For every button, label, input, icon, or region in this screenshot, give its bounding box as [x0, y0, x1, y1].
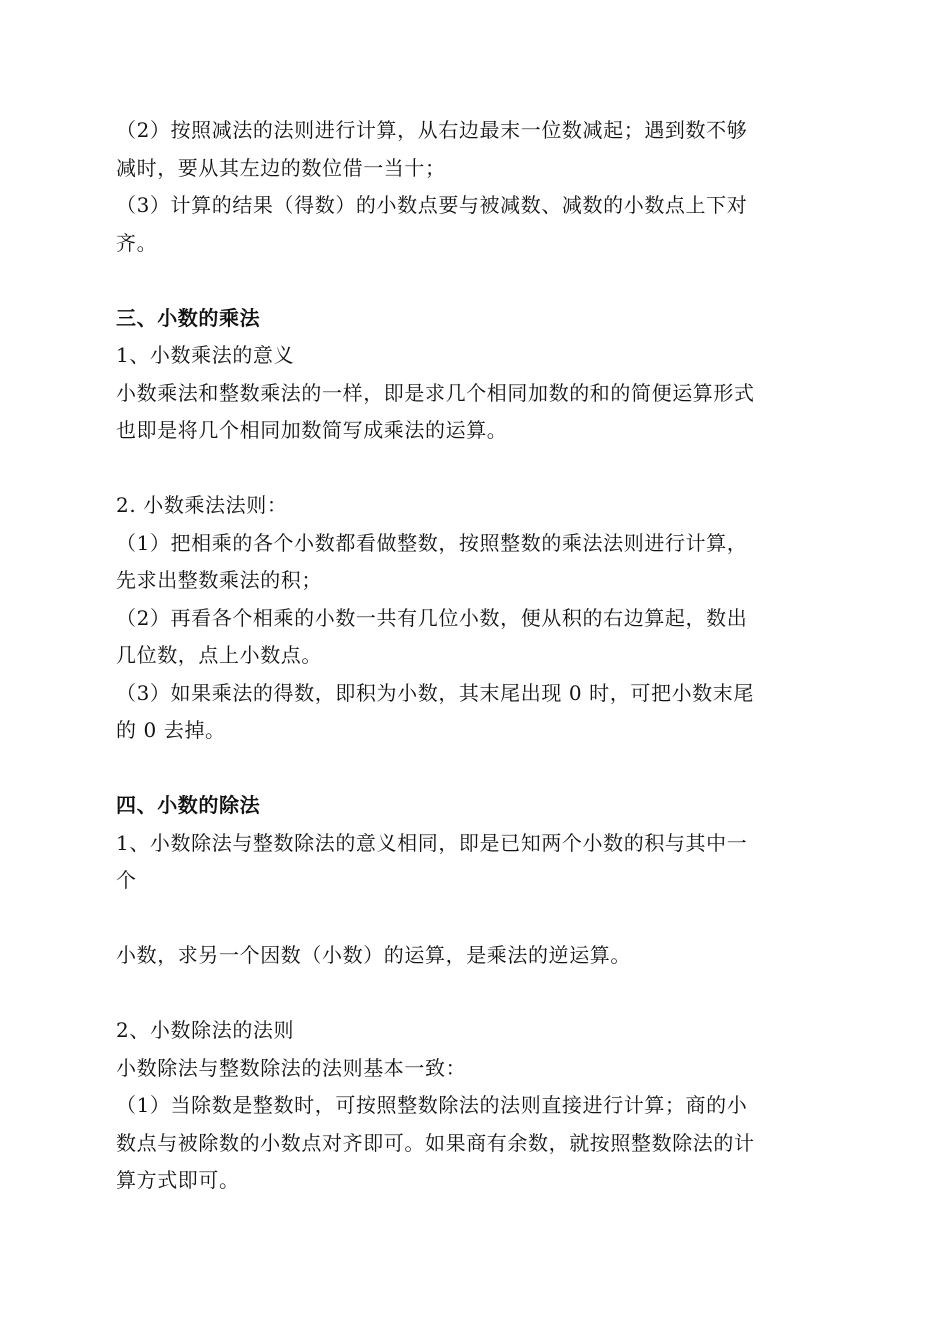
div-rule1-line2: 数点与被除数的小数点对齐即可。如果商有余数，就按照整数除法的计: [116, 1130, 755, 1155]
div-meaning-line3: 小数，求另一个因数（小数）的运算，是乘法的逆运算。: [116, 943, 631, 967]
mul-rule2-line1: （2）再看各个相乘的小数一共有几位小数，便从积的右边算起，数出: [116, 605, 748, 630]
division-heading: 四、小数的除法: [116, 793, 261, 817]
spacer: [116, 900, 816, 938]
mul-rule2-line2: 几位数，点上小数点。: [116, 643, 322, 667]
mul-rules-title: 2. 小数乘法法则：: [116, 493, 288, 517]
spacer: [116, 750, 816, 788]
mul-rule3-line1: （3）如果乘法的得数，即积为小数，其末尾出现 0 时，可把小数末尾: [116, 680, 754, 705]
mul-rule1-line1: （1）把相乘的各个小数都看做整数，按照整数的乘法法则进行计算，: [116, 530, 748, 555]
div-rules-title: 2、小数除法的法则: [116, 1018, 295, 1042]
spacer: [116, 450, 816, 488]
sub-rule2-line1: （2）按照减法的法则进行计算，从右边最末一位数减起；遇到数不够: [116, 118, 748, 142]
mul-rule1-line2: 先求出整数乘法的积；: [116, 568, 322, 592]
sub-rule2-line2: 减时，要从其左边的数位借一当十；: [116, 155, 446, 180]
mul-meaning-line2: 也即是将几个相同加数简写成乘法的运算。: [116, 418, 508, 442]
document-page: [116, 112, 816, 1200]
spacer: [116, 262, 816, 300]
div-rule1-line1: （1）当除数是整数时，可按照整数除法的法则直接进行计算；商的小: [116, 1093, 748, 1117]
mul-rule3-line2: 的 0 去掉。: [116, 718, 226, 742]
div-meaning-line2: 个: [116, 868, 137, 892]
mul-meaning-line1: 小数乘法和整数乘法的一样，即是求几个相同加数的和的简便运算形式: [116, 380, 755, 405]
sub-rule3-line1: （3）计算的结果（得数）的小数点要与被减数、减数的小数点上下对: [116, 193, 748, 217]
div-meaning-line1: 1、小数除法与整数除法的意义相同，即是已知两个小数的积与其中一: [116, 830, 748, 855]
div-rule1-line3: 算方式即可。: [116, 1168, 240, 1192]
sub-rule3-line2: 齐。: [116, 230, 158, 255]
multiplication-heading: 三、小数的乘法: [116, 305, 261, 330]
div-rules-intro: 小数除法与整数除法的法则基本一致：: [116, 1055, 467, 1080]
mul-meaning-title: 1、小数乘法的意义: [116, 343, 295, 367]
spacer: [116, 975, 816, 1013]
